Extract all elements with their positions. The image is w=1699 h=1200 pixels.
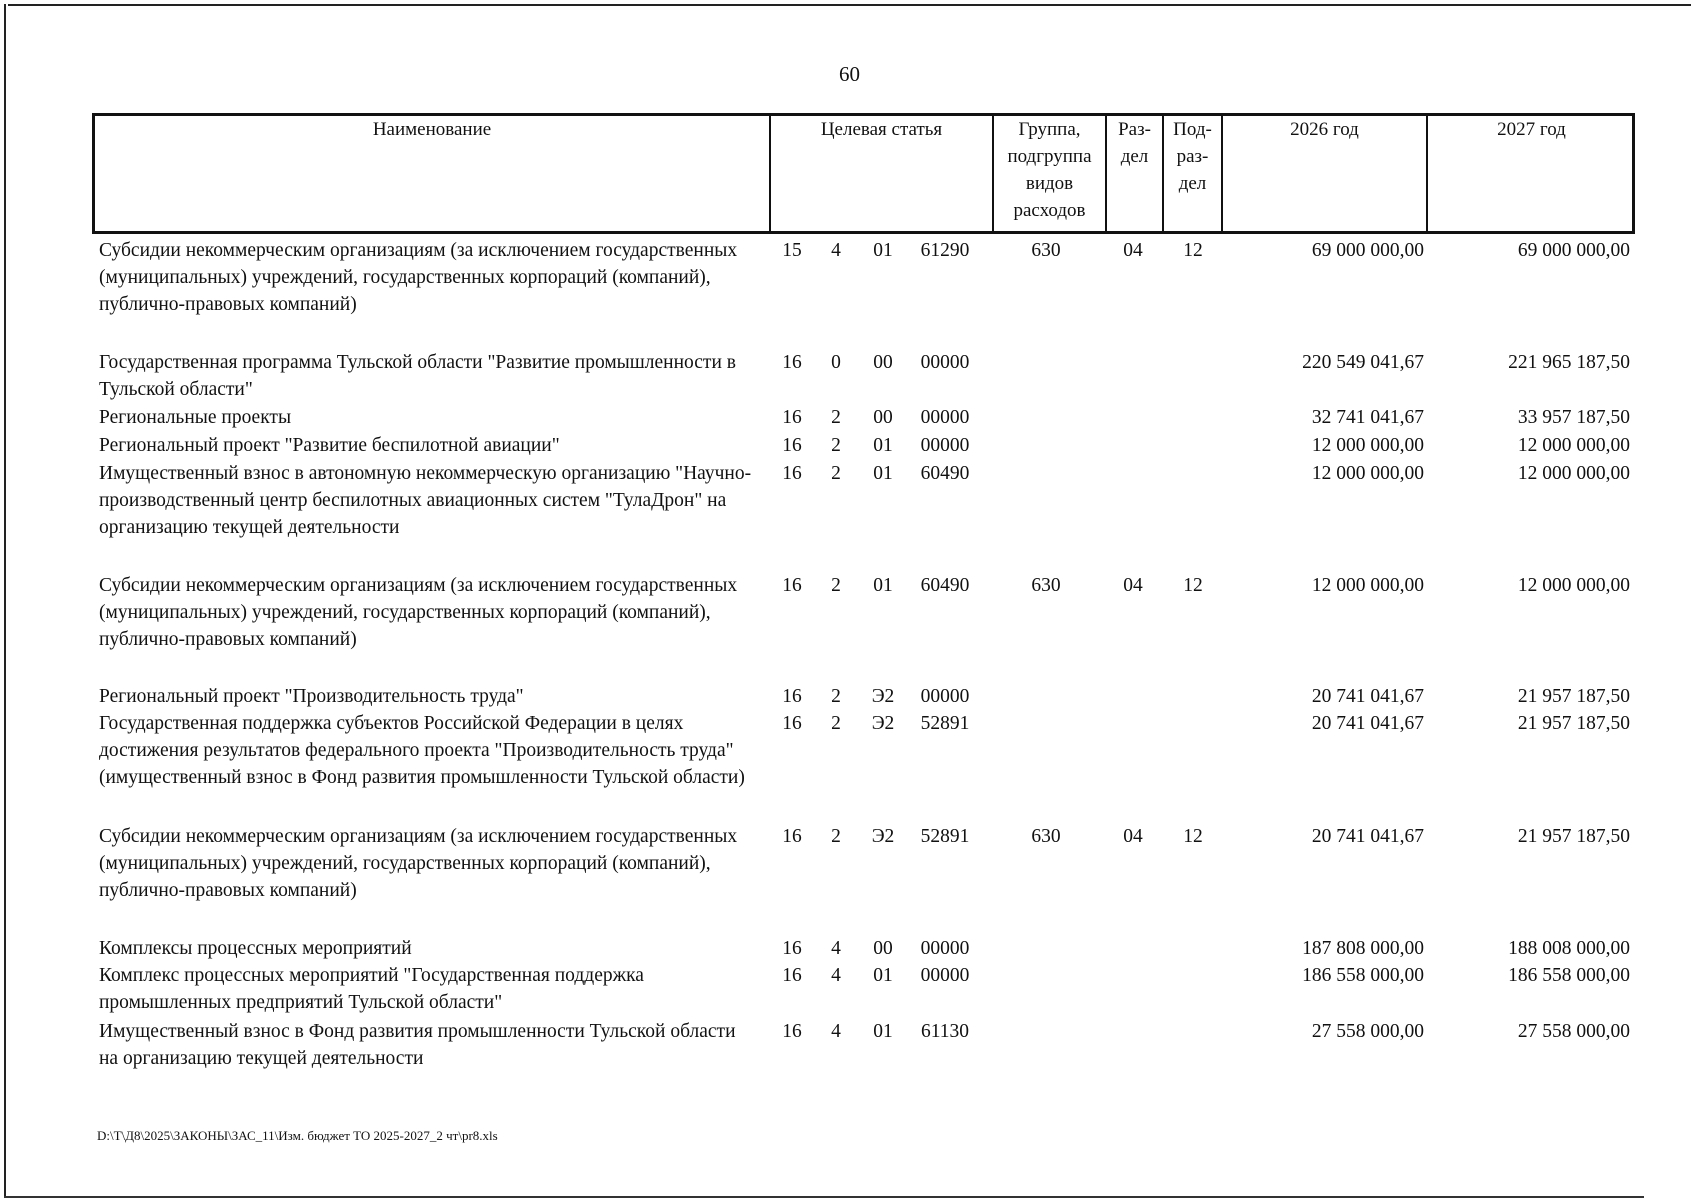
row-code-program: 16 — [782, 435, 802, 456]
page-number: 60 — [839, 62, 860, 86]
row-expense-group: 630 — [1031, 240, 1061, 261]
row-code-program: 16 — [782, 463, 802, 484]
row-amount-2026: 69 000 000,00 — [1311, 240, 1424, 261]
row-code-event: 01 — [873, 240, 893, 261]
row-code-subprogram: 4 — [831, 938, 841, 959]
row-section: 04 — [1123, 575, 1143, 596]
row-code-program: 16 — [782, 575, 802, 596]
row-code-direction: 61130 — [920, 1021, 970, 1042]
row-code-program: 16 — [782, 826, 802, 847]
row-code-event: 01 — [873, 435, 893, 456]
row-amount-2026: 32 741 041,67 — [1311, 407, 1424, 428]
row-code-direction: 60490 — [920, 463, 970, 484]
header-section-line: Раз- — [1118, 119, 1151, 140]
header-name: Наименование — [372, 119, 492, 140]
row-name: Субсидии некоммерческим организациям (за исключением государственных (муниципальных) учреждений, государственных корпораций (компаний), публично-правовых компаний) — [99, 575, 738, 650]
row-code-program: 16 — [782, 686, 802, 707]
row-code-event: 01 — [873, 463, 893, 484]
row-code-subprogram: 4 — [831, 1021, 841, 1042]
page-border-bottom — [4, 1196, 1644, 1198]
row-code-event: 00 — [873, 938, 893, 959]
row-code-subprogram: 2 — [831, 407, 841, 428]
row-name: Субсидии некоммерческим организациям (за исключением государственных (муниципальных) учреждений, государственных корпораций (компаний), публично-правовых компаний) — [99, 240, 738, 315]
row-code-direction: 00000 — [920, 686, 970, 707]
row-code-event: Э2 — [871, 686, 895, 707]
row-code-subprogram: 2 — [831, 713, 841, 734]
row-subsection: 12 — [1183, 240, 1203, 261]
row-name: Региональный проект "Производительность труда" — [99, 686, 524, 707]
row-code-event: 01 — [873, 575, 893, 596]
row-code-direction: 00000 — [920, 965, 970, 986]
row-name: Государственная программа Тульской области "Развитие промышленности в Тульской области" — [99, 352, 736, 400]
row-code-event: 00 — [873, 407, 893, 428]
row-amount-2027: 33 957 187,50 — [1517, 407, 1630, 428]
row-name: Государственная поддержка субъектов Российской Федерации в целях достижения результатов федерального проекта "Производительность труда" (имущественный взнос в Фонд развития промышленности Тульской области) — [99, 713, 745, 788]
header-year-2027: 2027 год — [1497, 119, 1566, 140]
header-subsection-line: раз- — [1176, 146, 1209, 167]
row-code-direction: 00000 — [920, 938, 970, 959]
row-name: Комплексы процессных мероприятий — [99, 938, 412, 959]
row-code-program: 16 — [782, 713, 802, 734]
row-name: Региональный проект "Развитие беспилотной авиации" — [99, 435, 560, 456]
row-name: Региональные проекты — [99, 407, 292, 428]
row-code-event: 00 — [873, 352, 893, 373]
page-border-top — [8, 4, 1691, 6]
header-expense-group-line: подгруппа — [1007, 146, 1092, 167]
row-amount-2026: 186 558 000,00 — [1302, 965, 1424, 986]
row-expense-group: 630 — [1031, 826, 1061, 847]
row-code-event: 01 — [873, 1021, 893, 1042]
row-amount-2027: 186 558 000,00 — [1508, 965, 1630, 986]
header-year-2026: 2026 год — [1290, 119, 1359, 140]
header-expense-group-line: расходов — [1013, 200, 1086, 221]
row-code-program: 16 — [782, 407, 802, 428]
header-subsection-line: Под- — [1173, 119, 1212, 140]
row-code-event: Э2 — [871, 826, 895, 847]
row-name: Имущественный взнос в автономную некоммерческую организацию "Научно-производственный центр беспилотных авиационных систем "ТулаДрон" на организацию текущей деятельности — [99, 463, 752, 538]
row-code-program: 15 — [782, 240, 802, 261]
row-code-direction: 52891 — [920, 713, 970, 734]
header-expense-group-line: видов — [1025, 173, 1074, 194]
row-code-direction: 00000 — [920, 407, 970, 428]
row-amount-2026: 27 558 000,00 — [1311, 1021, 1424, 1042]
row-code-subprogram: 2 — [831, 463, 841, 484]
row-amount-2027: 12 000 000,00 — [1517, 435, 1630, 456]
row-name: Субсидии некоммерческим организациям (за исключением государственных (муниципальных) учреждений, государственных корпораций (компаний), публично-правовых компаний) — [99, 826, 738, 901]
row-amount-2026: 20 741 041,67 — [1311, 686, 1424, 707]
row-amount-2027: 21 957 187,50 — [1517, 713, 1630, 734]
row-amount-2027: 221 965 187,50 — [1508, 352, 1630, 373]
header-section — [1107, 116, 1162, 170]
row-amount-2027: 188 008 000,00 — [1508, 938, 1630, 959]
file-path-footer: D:\Т\Д8\2025\ЗАКОНЫ\ЗАС_11\Изм. бюджет ТО 2025-2027_2 чт\pr8.xls — [97, 1128, 498, 1143]
header-target-article: Целевая статья — [820, 119, 943, 140]
row-code-subprogram: 0 — [831, 352, 841, 373]
row-amount-2026: 20 741 041,67 — [1311, 713, 1424, 734]
row-subsection: 12 — [1183, 575, 1203, 596]
row-subsection: 12 — [1183, 826, 1203, 847]
table-header — [92, 113, 1635, 234]
row-amount-2026: 20 741 041,67 — [1311, 826, 1424, 847]
row-amount-2027: 69 000 000,00 — [1517, 240, 1630, 261]
row-code-program: 16 — [782, 352, 802, 373]
row-code-event: 01 — [873, 965, 893, 986]
row-code-direction: 61290 — [920, 240, 970, 261]
row-amount-2026: 220 549 041,67 — [1302, 352, 1424, 373]
row-code-program: 16 — [782, 1021, 802, 1042]
row-name: Имущественный взнос в Фонд развития промышленности Тульской области на организацию текущей деятельности — [99, 1021, 736, 1069]
row-code-direction: 52891 — [920, 826, 970, 847]
row-code-event: Э2 — [871, 713, 895, 734]
row-amount-2027: 12 000 000,00 — [1517, 463, 1630, 484]
header-expense-group — [994, 116, 1105, 224]
row-code-subprogram: 4 — [831, 965, 841, 986]
row-code-program: 16 — [782, 938, 802, 959]
row-code-direction: 00000 — [920, 435, 970, 456]
row-amount-2026: 187 808 000,00 — [1302, 938, 1424, 959]
row-section: 04 — [1123, 826, 1143, 847]
row-code-direction: 60490 — [920, 575, 970, 596]
row-amount-2027: 12 000 000,00 — [1517, 575, 1630, 596]
row-amount-2026: 12 000 000,00 — [1311, 435, 1424, 456]
header-section-line: дел — [1120, 146, 1149, 167]
row-expense-group: 630 — [1031, 575, 1061, 596]
row-code-direction: 00000 — [920, 352, 970, 373]
row-amount-2027: 21 957 187,50 — [1517, 826, 1630, 847]
row-code-subprogram: 2 — [831, 575, 841, 596]
row-amount-2027: 27 558 000,00 — [1517, 1021, 1630, 1042]
row-code-subprogram: 2 — [831, 826, 841, 847]
row-code-program: 16 — [782, 965, 802, 986]
row-code-subprogram: 2 — [831, 435, 841, 456]
header-subsection-line: дел — [1178, 173, 1207, 194]
row-code-subprogram: 4 — [831, 240, 841, 261]
row-section: 04 — [1123, 240, 1143, 261]
page-border-left — [4, 4, 6, 1198]
row-name: Комплекс процессных мероприятий "Государственная поддержка промышленных предприятий Тульской области" — [99, 965, 644, 1013]
row-code-subprogram: 2 — [831, 686, 841, 707]
row-amount-2026: 12 000 000,00 — [1311, 575, 1424, 596]
header-subsection — [1164, 116, 1221, 197]
row-amount-2026: 12 000 000,00 — [1311, 463, 1424, 484]
header-expense-group-line: Группа, — [1018, 119, 1081, 140]
row-amount-2027: 21 957 187,50 — [1517, 686, 1630, 707]
